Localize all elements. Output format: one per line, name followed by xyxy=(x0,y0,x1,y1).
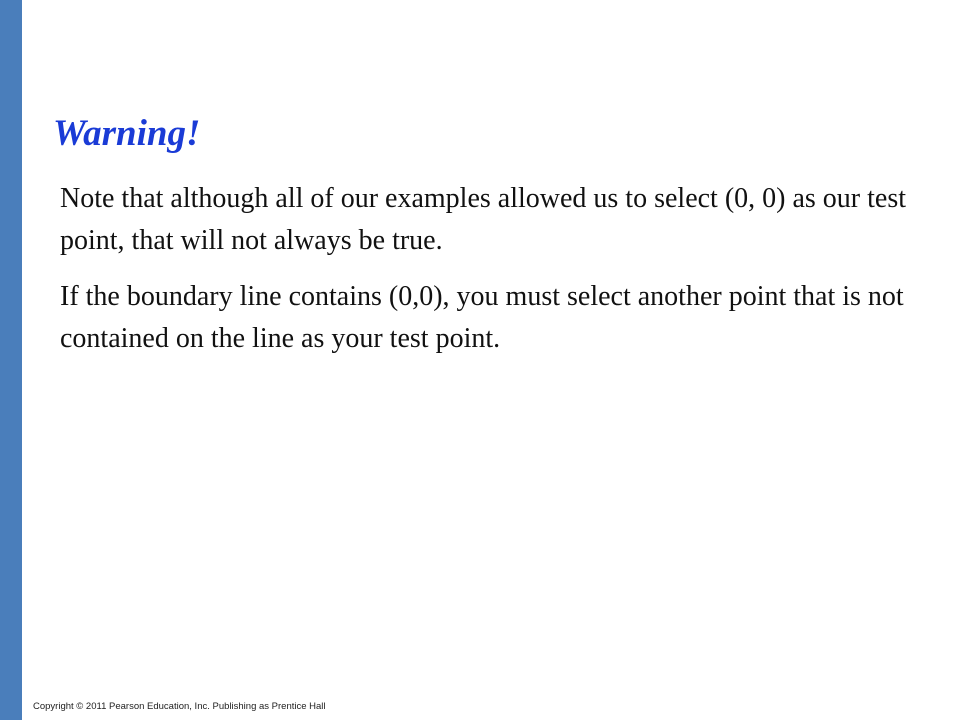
left-accent-bar xyxy=(0,0,22,720)
slide-body xyxy=(60,178,920,374)
paragraph-boundary-line: If the boundary line contains (0,0), you must select another point that is not contained on the line as your test point. xyxy=(60,281,904,354)
slide-title: Warning! xyxy=(53,113,201,154)
copyright-footer: Copyright © 2011 Pearson Education, Inc. Publishing as Prentice Hall xyxy=(33,701,326,712)
paragraph-test-point-note: Note that although all of our examples allowed us to select (0, 0) as our test point, that will not always be true. xyxy=(60,183,907,256)
